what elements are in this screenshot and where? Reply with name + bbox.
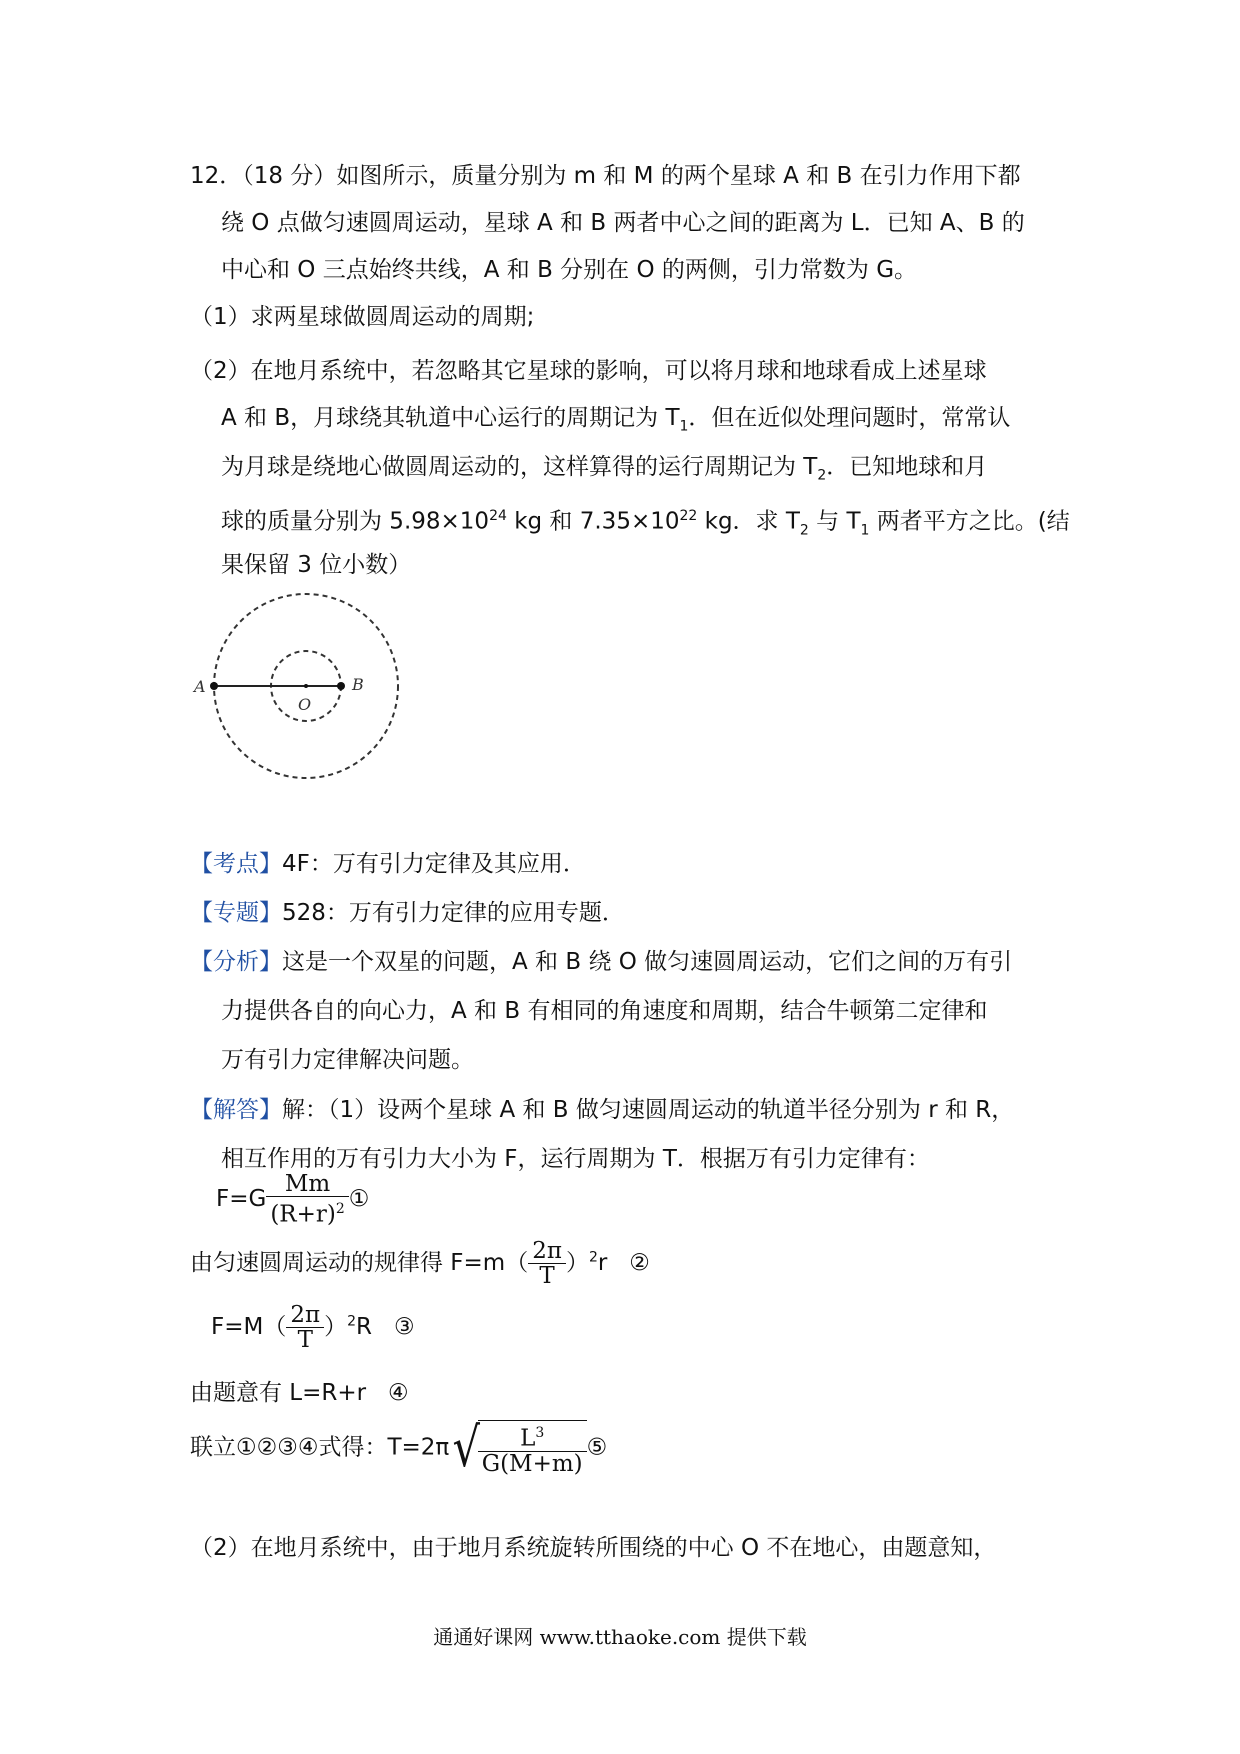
question-line-1: 12．（18 分）如图所示，质量分别为 m 和 M 的两个星球 A 和 B 在引力作用下都 [190, 163, 1021, 189]
jieda-line-1: 【解答】解：（1）设两个星球 A 和 B 做匀速圆周运动的轨道半径分别为 r 和 R， [190, 1097, 1015, 1123]
star-b-dot [337, 682, 345, 690]
jieda-tag: 【解答】 [190, 1097, 282, 1123]
eq5-sqrt: √ $\frac{L^3}{G(M+m)}$ [449, 1420, 586, 1476]
question-part-2-line-3: 为月球是绕地心做圆周运动的，这样算得的运行周期记为 $T_2$．已知地球和月 [221, 454, 988, 484]
equation-1: F=G $\frac{Mm}{(R+r)^2}$ ① [216, 1171, 370, 1228]
zhuanti-tag: 【专题】 [190, 900, 282, 926]
star-a-dot [210, 682, 218, 690]
kaodian-line: 【考点】4F：万有引力定律及其应用． [190, 851, 586, 877]
equation-3: F=M（ $\frac{2\pi}{T}$ ）$^2$R ③ [211, 1302, 415, 1353]
eq2-fraction: $\frac{2\pi}{T}$ [528, 1239, 566, 1288]
question-part-1: （1）求两星球做圆周运动的周期; [190, 304, 535, 330]
kaodian-tag: 【考点】 [190, 851, 282, 877]
fenxi-tag: 【分析】 [190, 949, 282, 975]
eq3-fraction: $\frac{2\pi}{T}$ [286, 1303, 324, 1352]
question-line-2: 绕 O 点做匀速圆周运动，星球 A 和 B 两者中心之间的距离为 L．已知 A、B 的 [221, 210, 1025, 236]
equation-5: 联立①②③④式得：T=2π√ $\frac{L^3}{G(M+m)}$ ⑤ [190, 1415, 608, 1479]
fenxi-line-1: 【分析】这是一个双星的问题，A 和 B 绕 O 做匀速圆周运动，它们之间的万有引 [190, 949, 1013, 975]
question-part-2-line-5: 果保留 3 位小数） [221, 552, 412, 578]
footer-text: 通通好课网 www.tthaoke.com 提供下载 [433, 1625, 807, 1649]
solution-part-2-line: （2）在地月系统中，由于地月系统旋转所围绕的中心 O 不在地心，由题意知， [190, 1535, 997, 1561]
fenxi-line-3: 万有引力定律解决问题。 [221, 1047, 474, 1073]
equation-2: 由匀速圆周运动的规律得 F=m（ $\frac{2\pi}{T}$ ）$^2$r ② [190, 1238, 650, 1289]
question-part-2-line-2: A 和 B，月球绕其轨道中心运行的周期记为 $T_1$．但在近似处理问题时，常常认 [221, 405, 1011, 435]
label-b: B [352, 675, 364, 694]
jieda-line-2: 相互作用的万有引力大小为 F，运行周期为 T．根据万有引力定律有： [221, 1146, 930, 1172]
question-part-2-line-1: （2）在地月系统中，若忽略其它星球的影响，可以将月球和地球看成上述星球 [190, 358, 987, 384]
question-part-2-line-4: 球的质量分别为 $5.98\times 10^{24}$ kg 和 $7.35\times 10^{22}$ kg．求 $T_2$ 与 $T_1$ 两者平方之比。(结 [221, 508, 1070, 539]
question-line-3: 中心和 O 三点始终共线，A 和 B 分别在 O 的两侧，引力常数为 G。 [221, 257, 918, 283]
orbit-diagram [190, 592, 420, 792]
fenxi-line-2: 力提供各自的向心力，A 和 B 有相同的角速度和周期，结合牛顿第二定律和 [221, 998, 988, 1024]
label-a: A [194, 677, 206, 696]
label-o: O [298, 695, 312, 714]
zhuanti-line: 【专题】528：万有引力定律的应用专题． [190, 900, 625, 926]
equation-4: 由题意有 L=R+r ④ [190, 1380, 409, 1406]
center-o-dot [304, 684, 308, 688]
eq1-fraction: $\frac{Mm}{(R+r)^2}$ [266, 1172, 348, 1227]
